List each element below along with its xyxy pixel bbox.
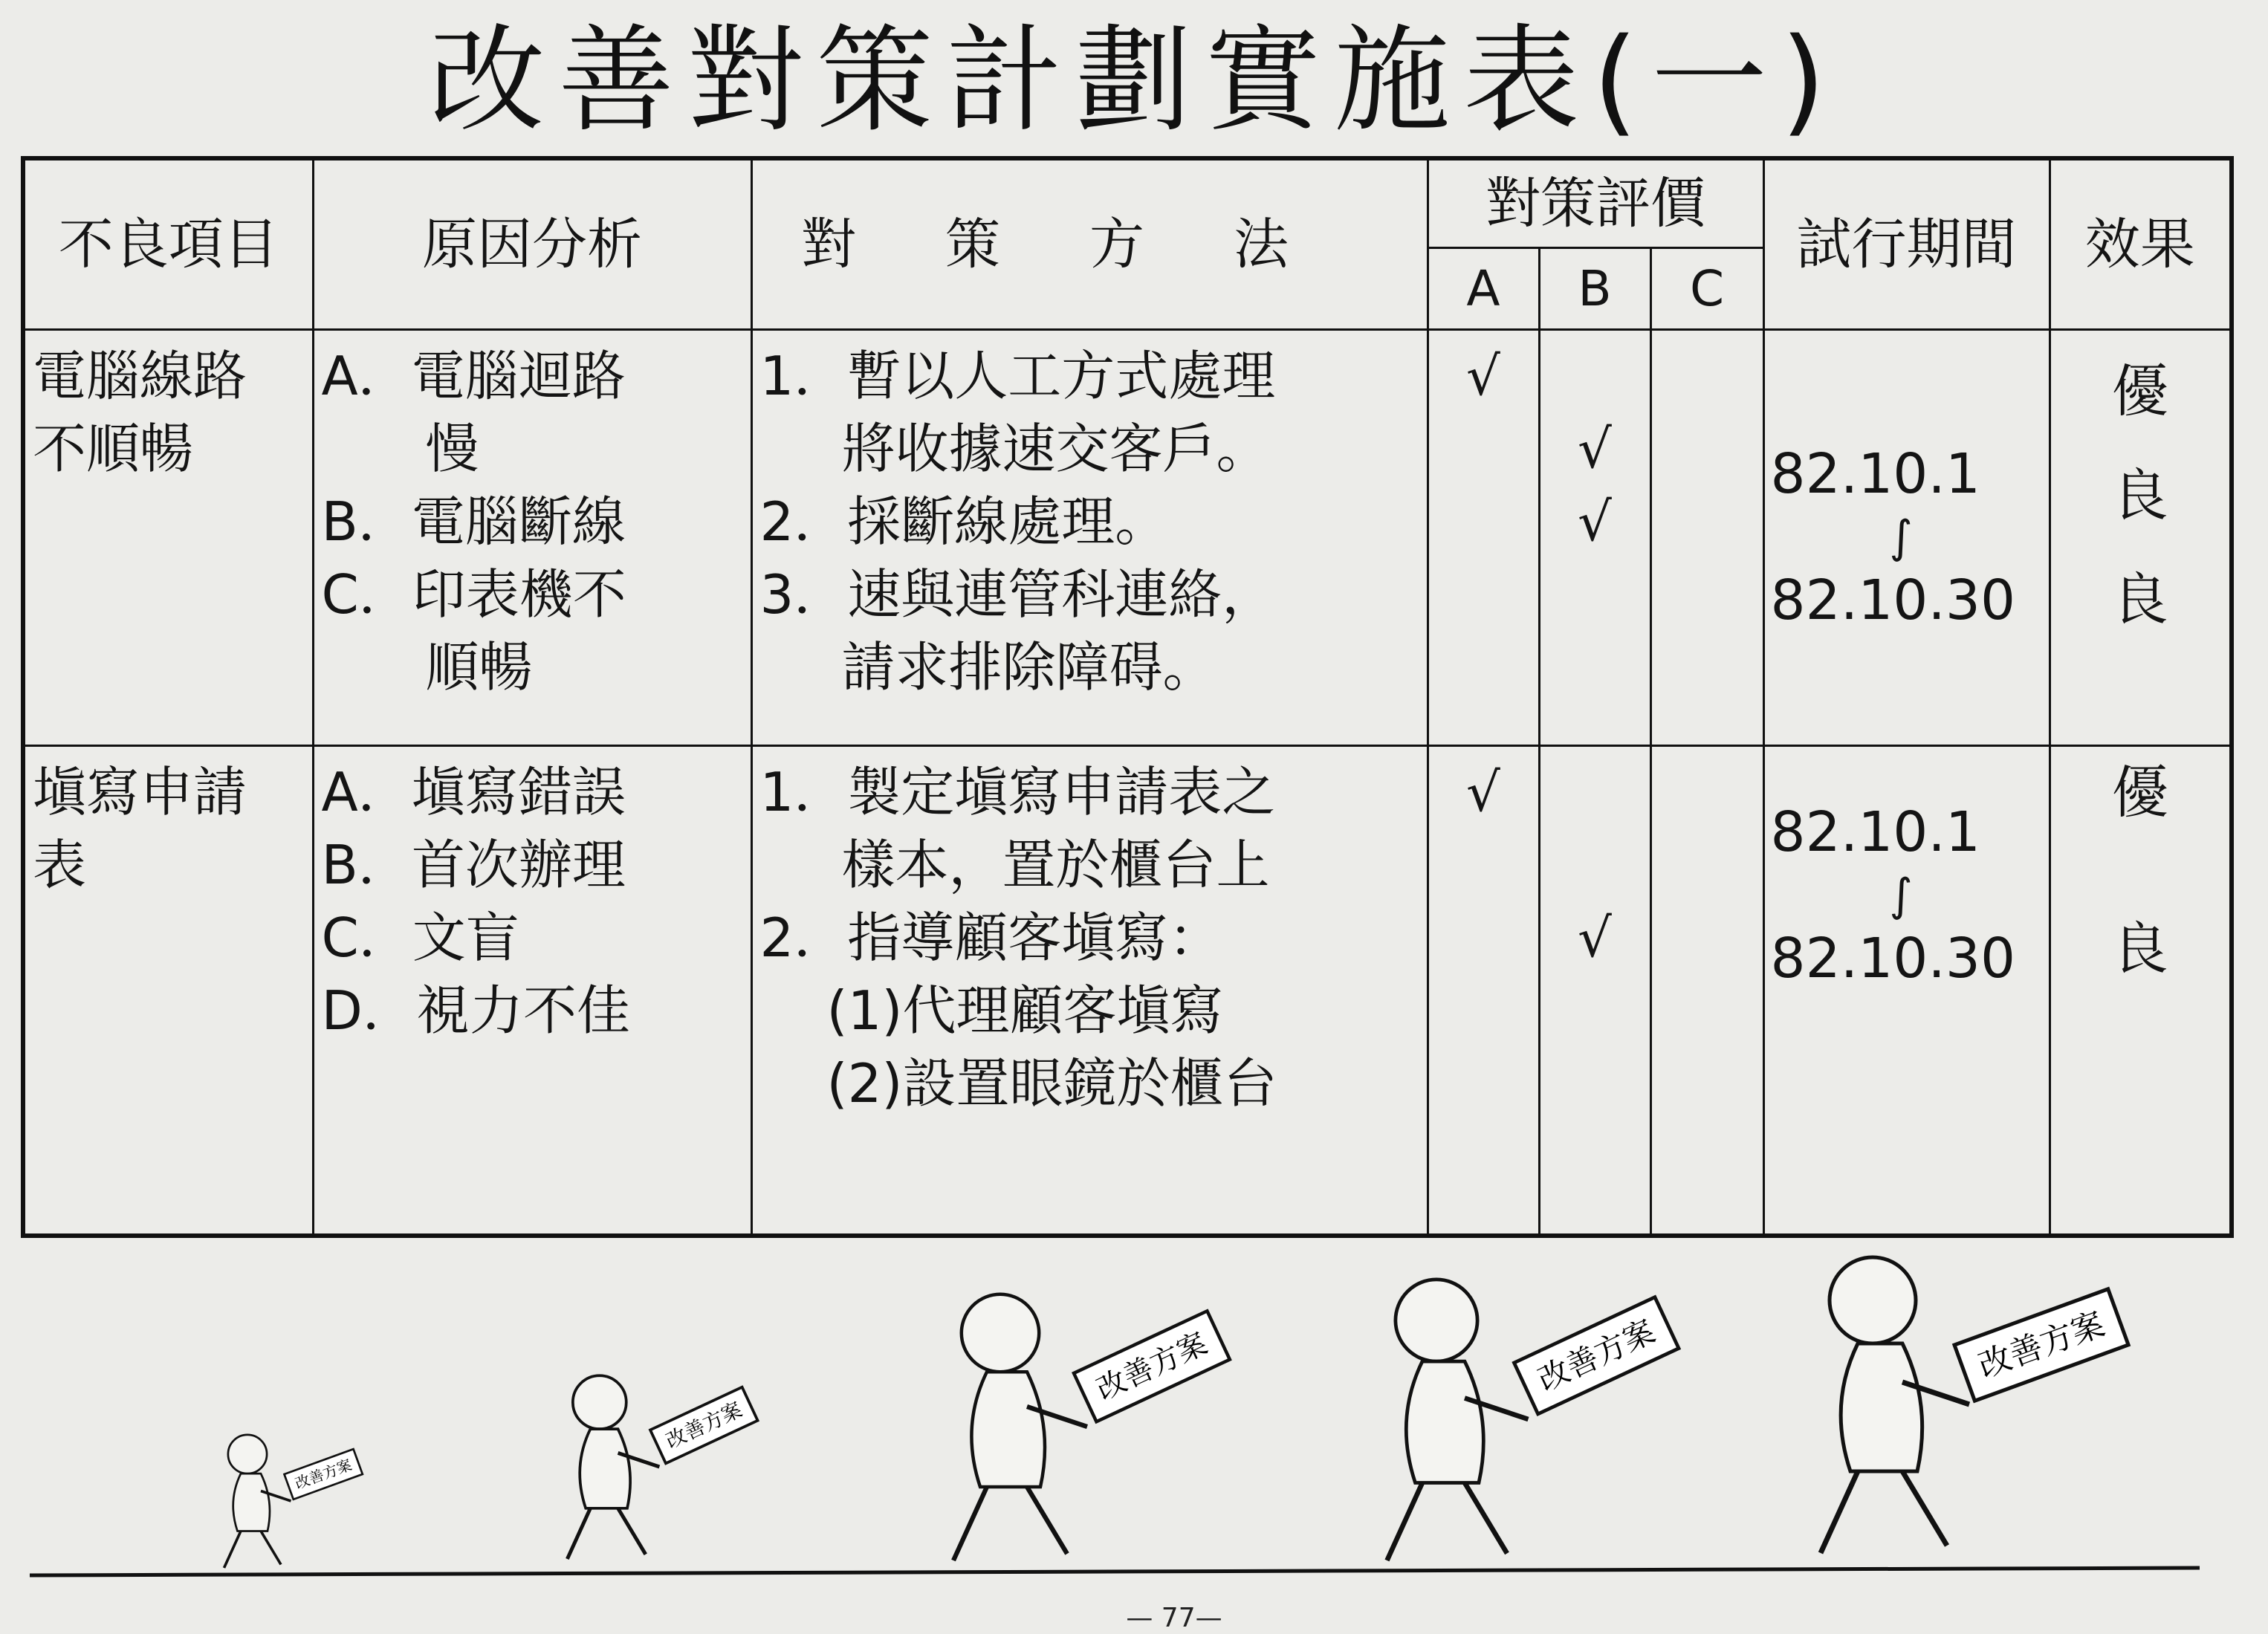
page-title: 改善對策計劃實施表(一) (429, 13, 1839, 148)
eval-b-cell (1539, 745, 1650, 1236)
period-cell (1763, 745, 2050, 1236)
eval-a-cell (1428, 745, 1539, 1236)
check-mark: √ (1578, 490, 1612, 553)
improvement-plan-table (21, 156, 2234, 1238)
period-cell (1763, 329, 2050, 745)
check-mark: √ (1578, 417, 1612, 480)
check-mark: √ (1578, 906, 1612, 969)
cause-text: 順暢 (425, 635, 533, 698)
cause-text: C．印表機不 (321, 563, 626, 626)
method-text: (2)設置眼鏡於櫃台 (826, 1051, 1277, 1115)
table-row (23, 329, 2232, 745)
item-cell (23, 745, 313, 1236)
header-eval-a: A (1428, 247, 1539, 329)
method-text: 3．速與連管科連絡， (759, 563, 1276, 626)
item-text: 不順暢 (33, 417, 194, 480)
header-period: 試行期間 (1763, 158, 2050, 329)
walking-figure (1821, 1257, 2128, 1553)
walking-figure (1387, 1280, 1679, 1560)
page-number: — 77— (1126, 1603, 1222, 1633)
cause-text: B．電腦斷線 (321, 490, 626, 553)
method-text: 樣本，置於櫃台上 (841, 833, 1270, 896)
table-row (23, 745, 2232, 1236)
header-evaluation: 對策評價 (1428, 158, 1763, 247)
method-cell (751, 329, 1428, 745)
header-row-top (23, 158, 2232, 247)
header-eval-c: C (1650, 247, 1763, 329)
item-text: 表 (33, 833, 87, 896)
period-start: 82.10.1 (1770, 800, 1980, 864)
header-effect: 效果 (2050, 158, 2232, 329)
period-end: 82.10.30 (1770, 568, 2016, 632)
cause-text: D．視力不佳 (321, 979, 630, 1042)
cause-cell (313, 329, 751, 745)
check-mark: √ (1466, 344, 1500, 407)
method-text: 2．指導顧客塡寫： (759, 906, 1222, 969)
header-eval-b: B (1539, 247, 1650, 329)
effect-cell (2050, 329, 2232, 745)
eval-c-cell (1650, 329, 1763, 745)
cause-text: C．文盲 (321, 906, 519, 969)
item-cell (23, 329, 313, 745)
header-item: 不良項目 (23, 158, 313, 329)
method-text: 將收據速交客戶。 (841, 417, 1270, 480)
effect-text: 優 (2111, 759, 2168, 826)
period-separator: ∫ (1889, 511, 1913, 563)
sign-text: 改善方案 (293, 1456, 354, 1493)
walking-figure (567, 1375, 757, 1559)
effect-text: 良 (2111, 461, 2168, 528)
period-end: 82.10.30 (1770, 926, 2016, 991)
cause-text: 慢 (425, 417, 479, 480)
cause-cell (313, 745, 751, 1236)
effect-text: 優 (2111, 357, 2168, 424)
period-separator: ∫ (1889, 869, 1913, 921)
cause-text: B．首次辦理 (321, 833, 626, 896)
cause-text: A．塡寫錯誤 (321, 760, 626, 823)
eval-c-cell (1650, 745, 1763, 1236)
effect-cell (2050, 745, 2232, 1236)
method-text: 1．製定塡寫申請表之 (759, 760, 1276, 823)
effect-text: 良 (2111, 565, 2168, 632)
item-text: 電腦線路 (33, 344, 247, 407)
cause-text: A．電腦迴路 (321, 344, 626, 407)
effect-text: 良 (2111, 915, 2168, 982)
period-start: 82.10.1 (1770, 442, 1980, 506)
walking-figure (953, 1294, 1230, 1560)
method-text: 2．採斷線處理。 (759, 490, 1169, 553)
method-text: (1)代理顧客塡寫 (826, 979, 1224, 1042)
check-mark: √ (1466, 760, 1500, 823)
method-text: 1．暫以人工方式處理 (759, 344, 1276, 407)
sign-text: 改善方案 (662, 1398, 746, 1453)
sign-text: 改善方案 (1973, 1305, 2110, 1386)
ground-line (30, 1568, 2200, 1575)
eval-b-cell (1539, 329, 1650, 745)
header-cause: 原因分析 (313, 158, 751, 329)
header-method: 對策方法 (751, 158, 1428, 329)
walking-figure (224, 1435, 363, 1568)
sign-text: 改善方案 (1532, 1312, 1661, 1398)
item-text: 塡寫申請 (33, 760, 247, 823)
sign-text: 改善方案 (1091, 1326, 1213, 1407)
method-text: 請求排除障碍。 (841, 635, 1216, 698)
method-cell (751, 745, 1428, 1236)
marching-figures-illustration (0, 1248, 2268, 1605)
eval-a-cell (1428, 329, 1539, 745)
